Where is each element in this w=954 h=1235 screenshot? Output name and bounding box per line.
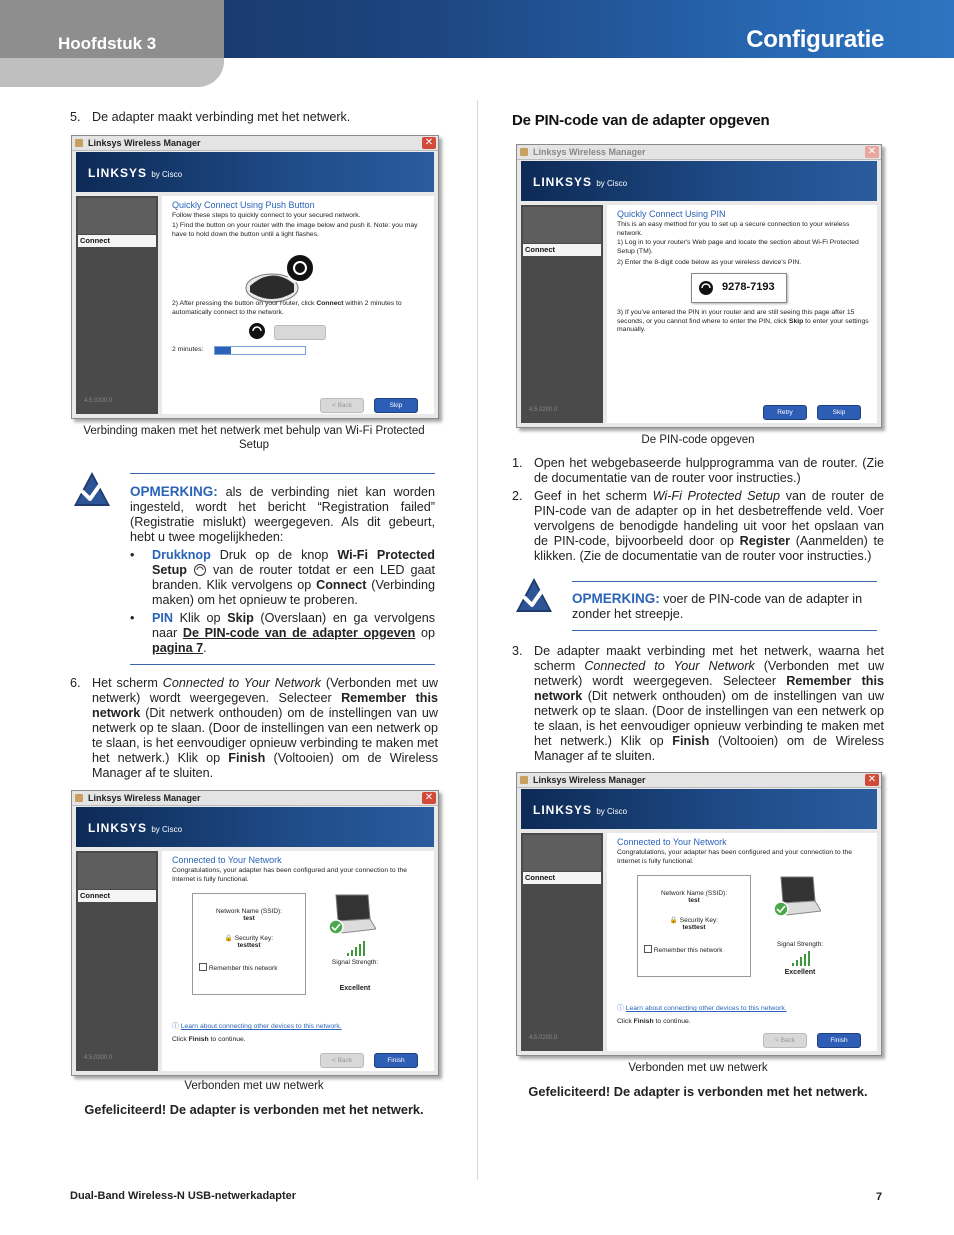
- ssid-label: Network Name (SSID):: [215, 908, 283, 915]
- logo-text: LINKSYS: [88, 166, 148, 180]
- content-panel: [607, 833, 877, 1051]
- content-panel: [607, 205, 877, 423]
- step-text: Open het webgebaseerde hulpprogramma van de router. (Zie de documentatie van de router voor instructies.): [534, 456, 884, 485]
- footer-product: Dual-Band Wireless-N USB-netwerkadapter: [70, 1190, 297, 1202]
- logo-by: by Cisco: [596, 807, 628, 816]
- bullet-label: Drukknop: [152, 548, 211, 562]
- wps-icon: [193, 564, 207, 576]
- sidebar: [76, 196, 158, 414]
- wps-icon: [248, 322, 266, 340]
- panel-line-2: 1) Find the button on your router with the image below and push it. Note: you may have to hold down the button until a light flashes.: [172, 222, 418, 238]
- column-divider: [477, 100, 478, 1180]
- panel-heading: Connected to Your Network: [617, 837, 727, 847]
- panel-line-3: 2) Enter the 8-digit code below as your wireless device's PIN.: [617, 259, 802, 266]
- screenshot-connected-right: [516, 772, 882, 1056]
- finish-button[interactable]: Finish: [817, 1033, 861, 1048]
- congrats-left: Gefeliciteerd! De adapter is verbonden met het netwerk.: [84, 1102, 424, 1117]
- skip-button[interactable]: Skip: [817, 405, 861, 420]
- network-box: [637, 875, 751, 977]
- signal-label: Signal Strength:: [331, 959, 379, 966]
- note-text: OPMERKING: voer de PIN-code van de adapter in zonder het streepje.: [572, 591, 863, 621]
- screenshot-push-button: [71, 135, 439, 419]
- learn-link[interactable]: Learn about connecting other devices to this network.: [625, 1005, 787, 1012]
- wps-icon: [698, 280, 714, 296]
- window-title: Linksys Wireless Manager: [533, 775, 646, 785]
- connect-button[interactable]: [274, 325, 326, 340]
- version-label: 4.5.0200.0: [84, 398, 113, 404]
- note-bullet-2: • PIN Klik op Skip (Overslaan) en ga vervolgens naar De PIN-code van de adapter opgeven op pagina 7.: [130, 611, 435, 655]
- remember-checkbox[interactable]: [199, 963, 207, 971]
- close-icon[interactable]: ✕: [422, 792, 436, 804]
- signal-strength-icon: [346, 941, 366, 957]
- logo-by: by Cisco: [151, 170, 183, 179]
- window-title: Linksys Wireless Manager: [533, 147, 646, 157]
- close-icon[interactable]: ✕: [865, 146, 879, 158]
- window-titlebar: [517, 145, 881, 160]
- signal-label: Signal Strength:: [776, 941, 824, 948]
- sidebar-thumb: [523, 207, 601, 243]
- screenshot-connected-left: [71, 790, 439, 1076]
- window-titlebar: [517, 773, 881, 788]
- bullet-label: PIN: [152, 611, 173, 625]
- version-label: 4.5.0200.0: [529, 407, 558, 413]
- chapter-label: Hoofdstuk 3: [58, 34, 157, 53]
- footer-page-number: 7: [876, 1191, 883, 1203]
- step-number: 5.: [70, 110, 81, 124]
- laptop-icon: [771, 875, 821, 919]
- note-box: [572, 591, 878, 622]
- learn-link[interactable]: Learn about connecting other devices to this network.: [180, 1023, 342, 1030]
- panel-line-1: Congratulations, your adapter has been configured and your connection to the Internet is fully functional.: [172, 867, 408, 883]
- key-label: Security Key:: [679, 917, 719, 924]
- step-number: 3.: [512, 644, 523, 658]
- key-value: testtest: [682, 924, 706, 931]
- signal-value: Excellent: [339, 985, 371, 992]
- note-check-icon: [72, 470, 112, 510]
- close-icon[interactable]: ✕: [865, 774, 879, 786]
- sidebar-item-connect[interactable]: Connect: [523, 872, 601, 884]
- window-title: Linksys Wireless Manager: [88, 793, 201, 803]
- logo-text: LINKSYS: [88, 821, 148, 835]
- learn-link-line: [617, 1005, 869, 1014]
- close-icon[interactable]: ✕: [422, 137, 436, 149]
- step-r3: [512, 644, 884, 764]
- back-button[interactable]: < Back: [763, 1033, 807, 1048]
- sidebar: [76, 851, 158, 1071]
- step-text: Geef in het scherm Wi-Fi Protected Setup van de router de PIN-code van de adapter op in het desbetreffende veld. Voer vervolgens de benodigde handeling uit voor het opslaan van de PIN-code, bijvoorbeeld door op Register (Aanmelden) te klikken. (Zie de documentatie van de router voor instructies.): [534, 489, 884, 563]
- caption-push-button: Verbinding maken met het netwerk met behulp van Wi-Fi Protected Setup: [83, 425, 425, 451]
- panel-line-2: 1) Log in to your router's Web page and locate the section about Wi-Fi Protected Setup (TM).: [617, 239, 859, 255]
- sidebar-thumb: [78, 198, 156, 234]
- signal-value: Excellent: [784, 969, 816, 976]
- logo-text: LINKSYS: [533, 175, 593, 189]
- progress-fill: [215, 347, 231, 354]
- sidebar-item-connect[interactable]: Connect: [78, 890, 156, 902]
- key-value: testtest: [237, 942, 261, 949]
- back-button[interactable]: < Back: [320, 1053, 364, 1068]
- sidebar-item-connect[interactable]: Connect: [523, 244, 601, 256]
- learn-link-line: [172, 1023, 426, 1032]
- panel-heading: Quickly Connect Using Push Button: [172, 200, 315, 210]
- step-text: De adapter maakt verbinding met het netwerk, waarna het scherm Connected to Your Network (Verbonden met uw netwerk) wordt weergegeven. Selecteer Remember this network (Dit netwerk onthouden) om de instellingen van uw netwerk op te slaan. (Door de instellingen van een netwerk op te slaan, is het eenvoudiger opnieuw verbinding te maken met het netwerk.) Klik op Finish (Voltooien) om de Wireless Manager af te sluiten.: [534, 644, 885, 763]
- minutes-label: 2 minutes:: [172, 346, 204, 353]
- app-icon: [520, 776, 528, 784]
- logo-by: by Cisco: [151, 825, 183, 834]
- router-wps-icon: [244, 246, 320, 308]
- note-label: OPMERKING:: [130, 484, 218, 499]
- version-label: 4.5.0200.0: [529, 1035, 558, 1041]
- note-box: [130, 484, 435, 656]
- section-heading-pin: De PIN-code van de adapter opgeven: [512, 112, 770, 129]
- step-r1: [512, 456, 884, 486]
- bullet-dot: •: [130, 548, 135, 562]
- sidebar-thumb: [523, 835, 601, 871]
- content-panel: [162, 851, 434, 1071]
- step-text: De adapter maakt verbinding met het netwerk.: [92, 110, 351, 124]
- note-text: OPMERKING: als de verbinding niet kan worden ingesteld, wordt het bericht “Registration failed” (Registratie mislukt) weergegeven. Als dit gebeurt, hebt u twee mogelijkheden:: [130, 484, 435, 544]
- app-icon: [75, 139, 83, 147]
- panel-line-4: 3) If you've entered the PIN in your router and are still seeing this page after 15 seconds, or you cannot find where to enter the PIN, click Skip to enter your settings manually.: [617, 309, 869, 333]
- note-check-icon: [514, 576, 554, 616]
- sidebar-item-connect[interactable]: Connect: [78, 235, 156, 247]
- ssid-label: Network Name (SSID):: [660, 890, 728, 897]
- step-5: [70, 110, 438, 125]
- bullet-dot: •: [130, 611, 135, 625]
- laptop-icon: [326, 893, 376, 937]
- banner: [521, 789, 877, 829]
- info-icon: ⓘ: [617, 1005, 624, 1012]
- app-icon: [520, 148, 528, 156]
- banner: [521, 161, 877, 201]
- sidebar: [521, 205, 603, 423]
- step-6: [70, 676, 438, 781]
- note-rule-top: [130, 473, 435, 474]
- step-r2: [512, 489, 884, 564]
- note-rule-bottom: [130, 664, 435, 665]
- ssid-value: test: [243, 915, 255, 922]
- info-icon: ⓘ: [172, 1023, 179, 1030]
- remember-label: Remember this network: [208, 965, 278, 972]
- panel-line-1: This is an easy method for you to set up a secure connection to your wireless network.: [617, 221, 850, 237]
- content-panel: [162, 196, 434, 414]
- caption-connected-right: Verbonden met uw netwerk: [628, 1062, 768, 1074]
- caption-connected-left: Verbonden met uw netwerk: [184, 1080, 324, 1092]
- signal-strength-icon: [791, 951, 811, 967]
- caption-pin: De PIN-code opgeven: [641, 434, 755, 446]
- sidebar: [521, 833, 603, 1051]
- key-icon: 🔒: [669, 917, 678, 924]
- app-icon: [75, 794, 83, 802]
- panel-heading: Connected to Your Network: [172, 855, 282, 865]
- logo-by: by Cisco: [596, 179, 628, 188]
- window-titlebar: [72, 791, 438, 806]
- panel-line-1: Follow these steps to quickly connect to your secured network.: [172, 212, 361, 219]
- screenshot-pin: [516, 144, 882, 428]
- finish-line: Click Finish to continue.: [617, 1018, 691, 1025]
- banner: [76, 152, 434, 192]
- logo-text: LINKSYS: [533, 803, 593, 817]
- ssid-value: test: [688, 897, 700, 904]
- step-text: Het scherm Connected to Your Network (Verbonden met uw netwerk) wordt weergegeven. Selecteer Remember this network (Dit netwerk onthouden) om de instellingen van uw netwerk op te slaan. (Door de instellingen van een netwerk op te slaan, is het eenvoudiger opnieuw verbinding te maken met het netwerk.) Klik op Finish (Voltooien) om de Wireless Manager af te sluiten.: [92, 676, 439, 780]
- linksys-logo: [533, 803, 627, 817]
- link-page[interactable]: pagina 7: [152, 641, 204, 655]
- linksys-logo: [88, 821, 182, 835]
- note-rule-top: [572, 581, 877, 582]
- panel-line-3: 2) After pressing the button on your router, click Connect within 2 minutes to automatically connect to the network.: [172, 300, 402, 316]
- step-number: 6.: [70, 676, 81, 690]
- progress-bar: [214, 346, 306, 355]
- step-number: 2.: [512, 489, 523, 503]
- pin-code: 9278-7193: [722, 281, 775, 293]
- remember-label: Remember this network: [653, 947, 723, 954]
- skip-button[interactable]: Skip: [374, 398, 418, 413]
- pin-box: [691, 273, 787, 303]
- sidebar-thumb: [78, 853, 156, 889]
- linksys-logo: [533, 175, 627, 189]
- back-button[interactable]: < Back: [320, 398, 364, 413]
- note-bullet-1: • Drukknop Druk op de knop Wi-Fi Protected Setup van de router totdat er een LED gaat branden. Klik vervolgens op Connect (Verbinding maken) om het opnieuw te proberen.: [130, 548, 436, 607]
- finish-button[interactable]: Finish: [374, 1053, 418, 1068]
- linksys-logo: [88, 166, 182, 180]
- network-box: [192, 893, 306, 995]
- banner: [76, 807, 434, 847]
- version-label: 4.5.0200.0: [84, 1055, 113, 1061]
- panel-heading: Quickly Connect Using PIN: [617, 209, 726, 219]
- note-label: OPMERKING:: [572, 591, 660, 606]
- retry-button[interactable]: Retry: [763, 405, 807, 420]
- panel-line-1: Congratulations, your adapter has been configured and your connection to the Internet is fully functional.: [617, 849, 853, 865]
- page-title: Configuratie: [746, 26, 884, 53]
- note-rule-bottom: [572, 630, 877, 631]
- key-icon: 🔒: [224, 935, 233, 942]
- window-title: Linksys Wireless Manager: [88, 138, 201, 148]
- congrats-right: Gefeliciteerd! De adapter is verbonden met het netwerk.: [528, 1084, 868, 1099]
- remember-checkbox[interactable]: [644, 945, 652, 953]
- key-label: Security Key:: [234, 935, 274, 942]
- window-titlebar: [72, 136, 438, 151]
- step-number: 1.: [512, 456, 523, 470]
- link-pin-section[interactable]: De PIN-code van de adapter opgeven: [182, 626, 416, 640]
- finish-line: Click Finish to continue.: [172, 1036, 246, 1043]
